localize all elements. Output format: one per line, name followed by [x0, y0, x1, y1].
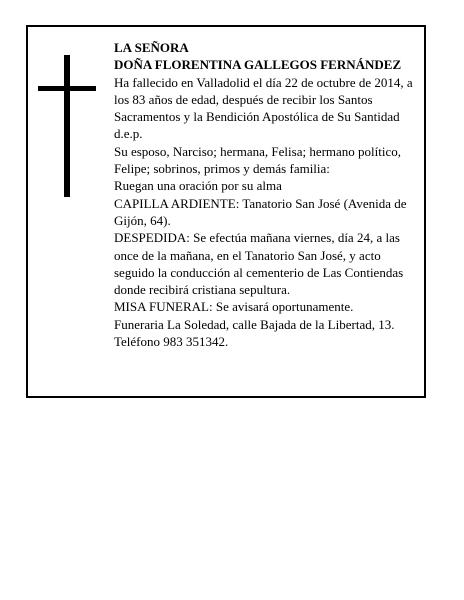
funeral-mass-info: MISA FUNERAL: Se avisará oportunamente. — [114, 299, 354, 315]
obituary-text — [114, 39, 420, 350]
cross-icon — [38, 55, 96, 197]
deceased-name: DOÑA FLORENTINA GALLEGOS FERNÁNDEZ — [114, 57, 402, 73]
notice-title: LA SEÑORA — [114, 40, 189, 55]
prayer-request: Ruegan una oración por su alma — [114, 178, 282, 194]
death-announcement: Ha fallecido en Valladolid el día 22 de octubre de 2014, a los 83 años de edad, después de recibir los Santos Sacramentos y la Bendición Apostólica de Su Santidad d.e.p. — [114, 74, 413, 142]
family-list: Su esposo, Narciso; hermana, Felisa; hermano político, Felipe; sobrinos, primos y demás familia: — [114, 143, 402, 177]
cross-horizontal-bar — [38, 86, 96, 91]
cross-vertical-bar — [64, 55, 70, 197]
farewell-info: DESPEDIDA: Se efectúa mañana viernes, día 24, a las once de la mañana, en el Tanatorio San José, y acto seguido la conducción al cementerio de Las Contiendas donde recibirá cristiana sepultura. — [114, 230, 404, 298]
funeral-home-info: Funeraria La Soledad, calle Bajada de la Libertad, 13. Teléfono 983 351342. — [114, 316, 395, 350]
chapel-info: CAPILLA ARDIENTE: Tanatorio San José (Avenida de Gijón, 64). — [114, 195, 407, 228]
